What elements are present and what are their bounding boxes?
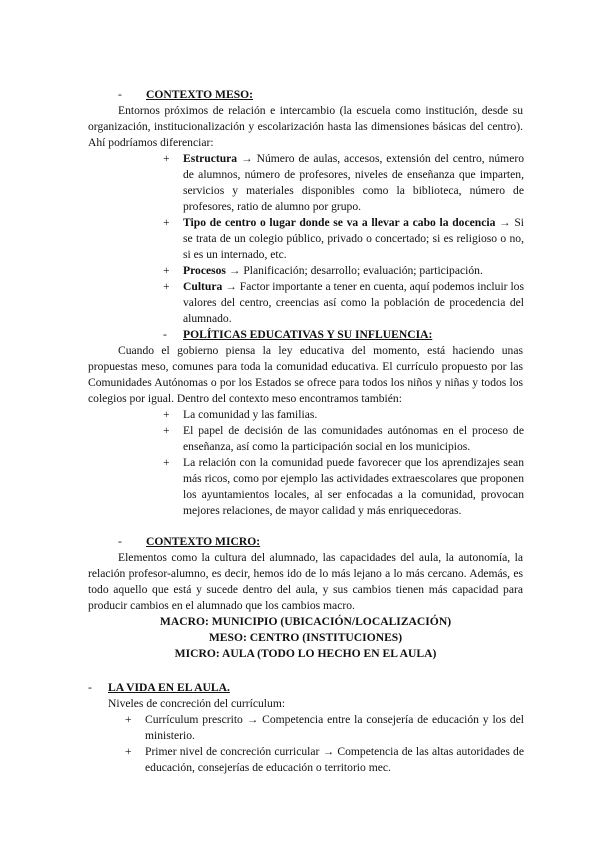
- politicas-heading: [163, 327, 432, 343]
- summary-macro: MACRO: MUNICIPIO (UBICACIÓN/LOCALIZACIÓN): [159, 615, 452, 628]
- plus-bullet-icon: +: [163, 264, 170, 277]
- meso-item-term: Procesos: [183, 264, 226, 277]
- meso-heading: [118, 87, 253, 103]
- meso-item-text: → Número de aulas, accesos, extensión del centro, número de alumnos, número de profesores, niveles de enseñanza que imparten, servicios y materiales disponibles como la biblioteca, número de profesores, ratio de alumno por grupo.: [183, 152, 524, 213]
- plus-bullet-icon: +: [163, 280, 170, 293]
- politicas-item: [163, 407, 524, 423]
- politicas-item: [163, 455, 524, 519]
- summary-block: [88, 614, 523, 662]
- politicas-dash: -: [163, 328, 167, 341]
- politicas-item-text: La relación con la comunidad puede favorecer que los aprendizajes sean más ricos, como por ejemplo las actividades extraescolares que proponen los ayuntamientos locales, al ser enfocadas a la comunidad, provocan mejores relaciones, de mayor calidad y más enriquecedoras.: [183, 456, 524, 517]
- politicas-item: [163, 423, 524, 455]
- politicas-item-text: La comunidad y las familias.: [183, 408, 318, 421]
- vida-item: [125, 744, 524, 776]
- meso-item: [163, 263, 524, 279]
- summary-meso: MESO: CENTRO (INSTITUCIONES): [208, 631, 403, 644]
- micro-dash: -: [118, 535, 122, 548]
- vida-item: [125, 712, 524, 744]
- politicas-title: POLÍTICAS EDUCATIVAS Y SU INFLUENCIA:: [183, 328, 433, 341]
- meso-item-term: Tipo de centro o lugar donde se va a llevar a cabo la docencia: [183, 216, 496, 229]
- vida-item-text: Primer nivel de concreción curricular → Competencia de las altas autoridades de educación, consejerías de educación o territorio mec.: [145, 745, 524, 774]
- meso-item: [163, 215, 524, 263]
- plus-bullet-icon: +: [163, 408, 170, 421]
- meso-item: [163, 279, 524, 327]
- vida-title: LA VIDA EN EL AULA.: [108, 681, 230, 694]
- politicas-intro: Cuando el gobierno piensa la ley educativa del momento, está haciendo unas propuestas meso, comunes para toda la comunidad educativa. El currículo propuesto por las Comunidades Autónomas o por los Estados se ofrece para todos los niños y niñas y todos los colegios por igual. Dentro del contexto meso encontramos también:: [88, 344, 523, 405]
- plus-bullet-icon: +: [163, 456, 170, 469]
- plus-bullet-icon: +: [163, 216, 170, 229]
- micro-title: CONTEXTO MICRO:: [146, 535, 261, 548]
- politicas-item-text: El papel de decisión de las comunidades autónomas en el proceso de enseñanza, así como la participación social en los municipios.: [183, 424, 524, 453]
- plus-bullet-icon: +: [163, 424, 170, 437]
- meso-item-term: Cultura: [183, 280, 223, 293]
- plus-bullet-icon: +: [163, 152, 170, 165]
- summary-micro: MICRO: AULA (TODO LO HECHO EN EL AULA): [174, 647, 437, 660]
- vida-heading: [88, 680, 230, 696]
- meso-item: [163, 151, 524, 215]
- meso-item-text: → Factor importante a tener en cuenta, aquí podemos incluir los valores del centro, creencias así como la población de procedencia del alumnado.: [183, 280, 524, 325]
- meso-list: [163, 151, 524, 327]
- meso-item-term: Estructura: [183, 152, 238, 165]
- vida-list: [125, 712, 524, 776]
- plus-bullet-icon: +: [125, 713, 132, 726]
- plus-bullet-icon: +: [125, 745, 132, 758]
- politicas-list: [163, 407, 524, 519]
- meso-intro: Entornos próximos de relación e intercambio (la escuela como institución, desde su organización, institucionalización y escolarización hasta las dimensiones básicas del centro). Ahí podríamos diferenciar:: [88, 104, 523, 149]
- vida-dash: -: [88, 681, 92, 694]
- meso-item-text: → Si se trata de un colegio público, privado o concertado; si es religioso o no, si es un internado, etc.: [183, 216, 524, 261]
- vida-intro: Niveles de concreción del currículum:: [108, 697, 286, 710]
- meso-item-text: → Planificación; desarrollo; evaluación; participación.: [225, 264, 483, 277]
- meso-dash: -: [118, 88, 122, 101]
- micro-intro: Elementos como la cultura del alumnado, las capacidades del aula, la autonomía, la relación profesor-alumno, es decir, hemos ido de lo más lejano a lo más cercano. Además, es todo aquello que está y sucede dentro del aula, y sus cambios tienen más capacidad para producir cambios en el alumnado que los cambios macro.: [88, 551, 523, 612]
- micro-heading: [118, 534, 260, 550]
- meso-title: CONTEXTO MESO:: [146, 88, 254, 101]
- vida-item-text: Currículum prescrito → Competencia entre la consejería de educación y los del ministerio.: [145, 713, 524, 742]
